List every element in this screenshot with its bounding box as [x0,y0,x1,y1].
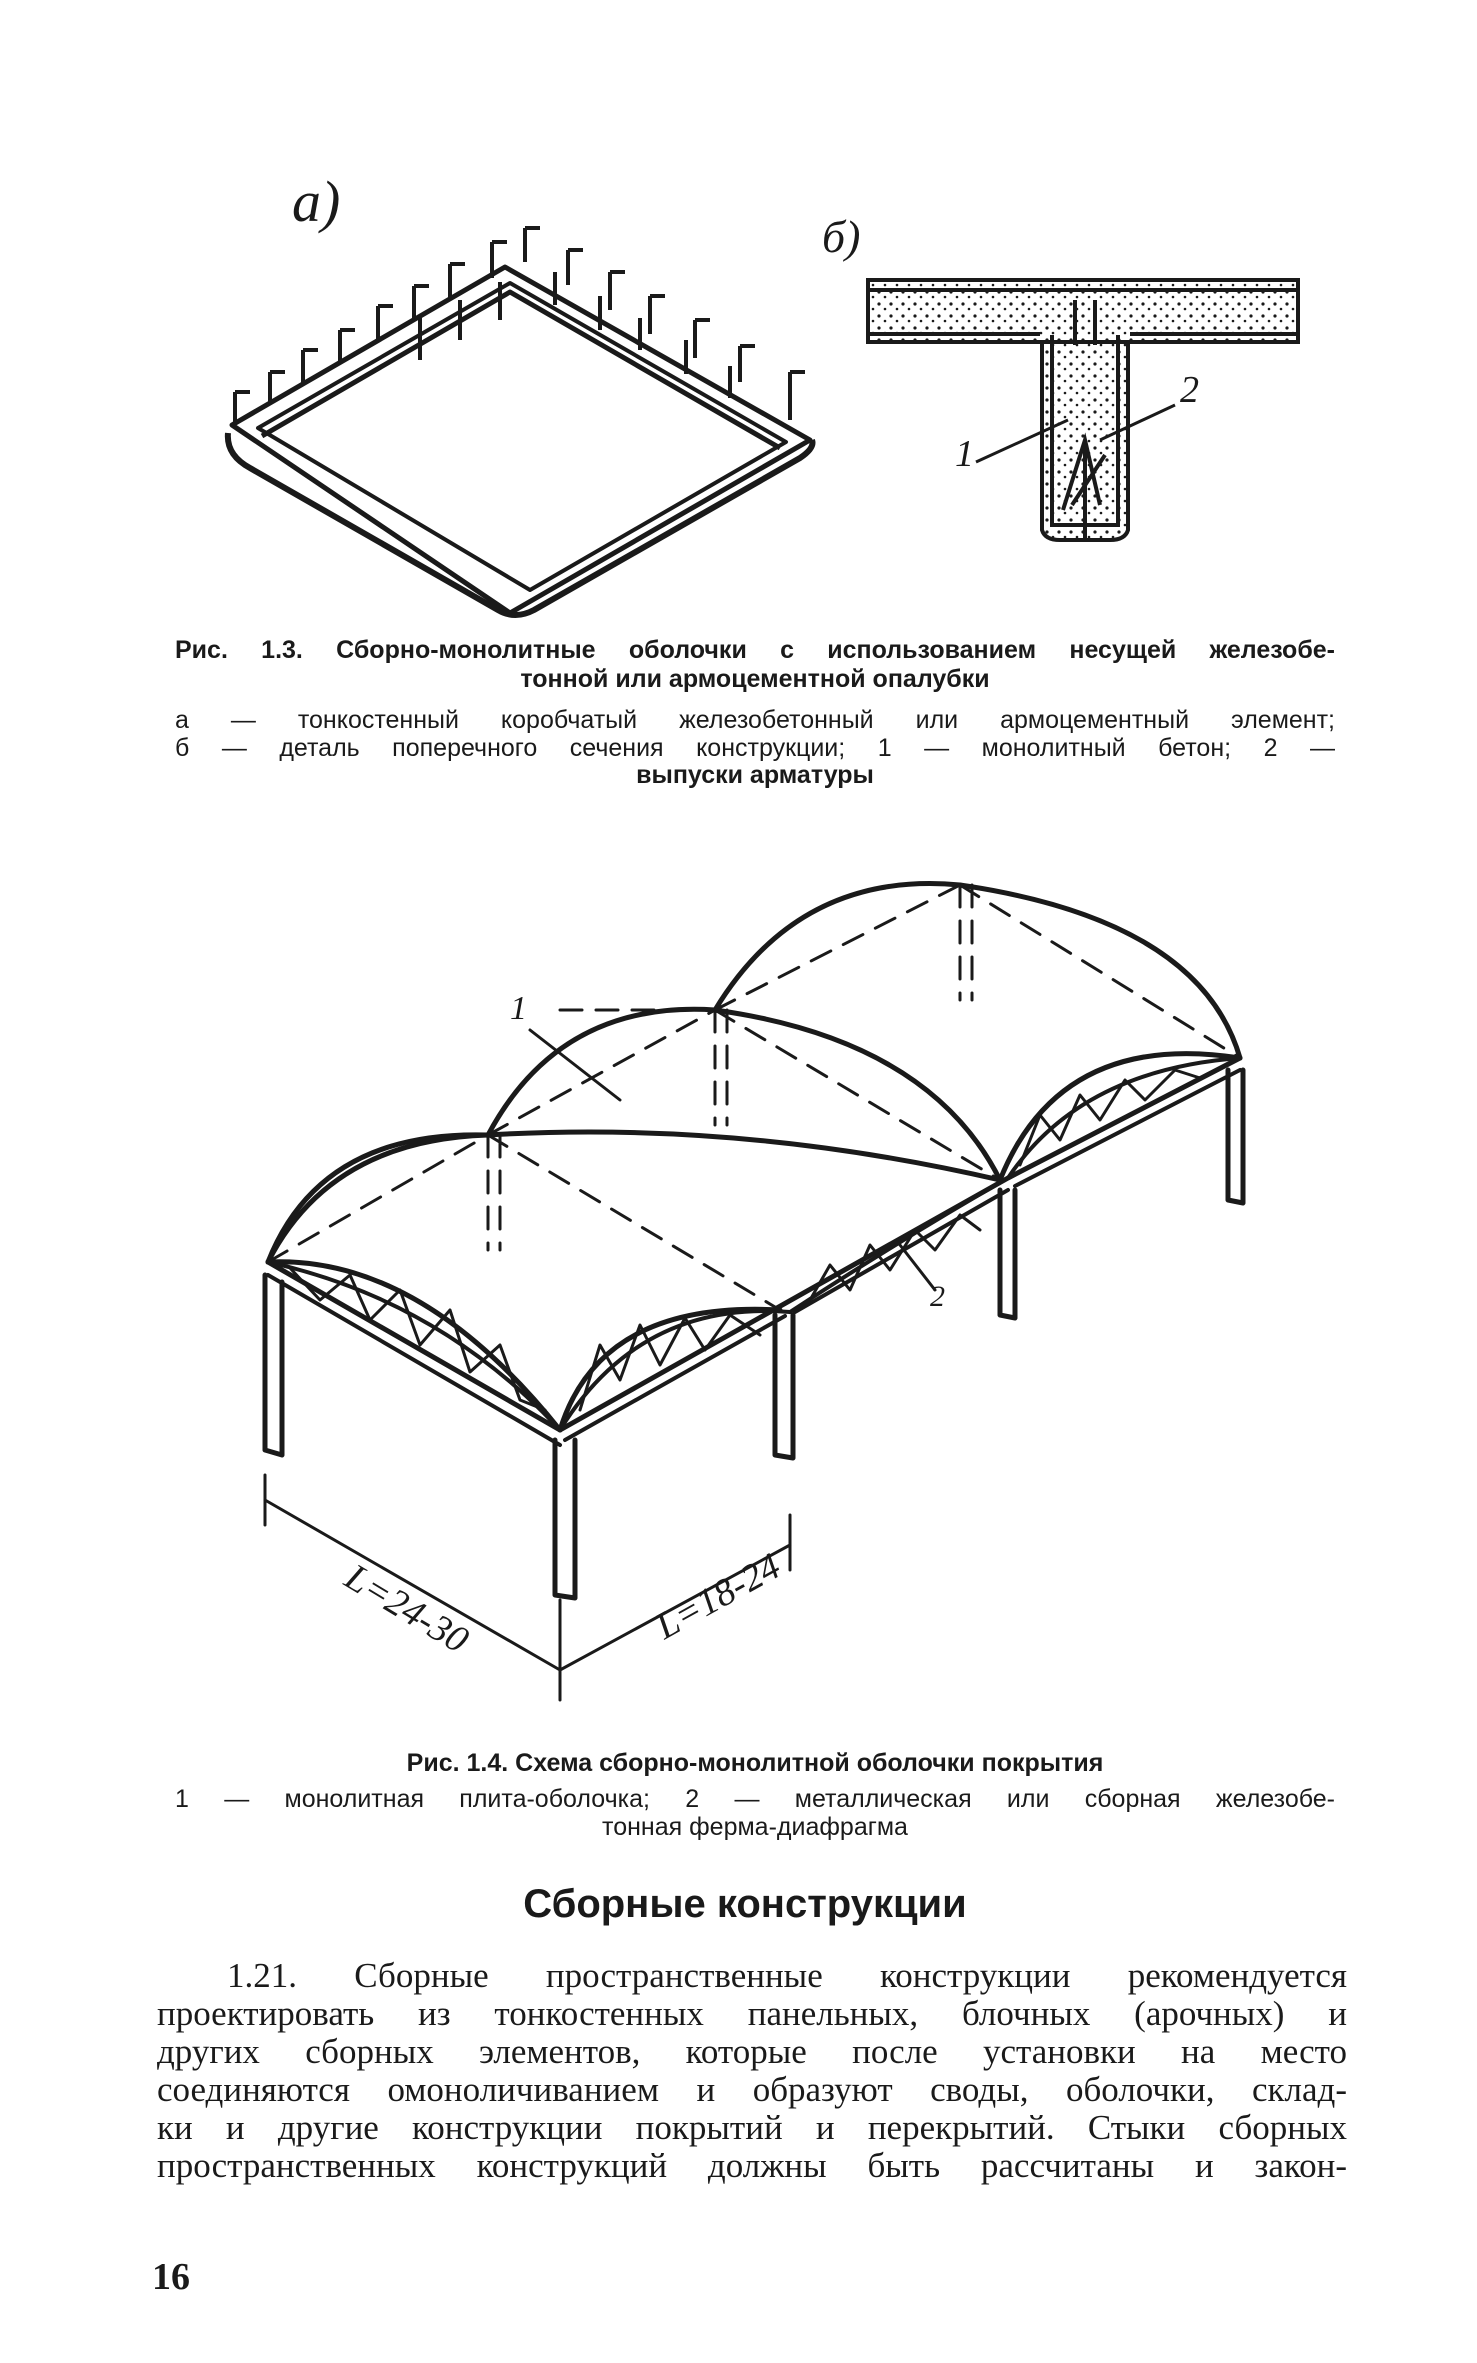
figure-1-3-caption-title-cont: тонной или армоцементной опалубки [520,665,990,693]
callout-1-fig14: 1 [510,990,527,1027]
body-text-line: соединяются омоноличиванием и образуют своды, оболочки, склад- [157,2070,1347,2109]
callout-1-fig13: 1 [955,433,974,475]
dimension-span-L2: L=18-24 [648,1545,788,1648]
dimension-span-L1: L=24-30 [337,1555,476,1662]
figure-1-4-caption-title: Рис. 1.4. Схема сборно-монолитной оболочки покрытия [406,1749,1104,1777]
section-heading: Сборные конструкции [523,1882,967,1926]
figure-1-3-caption-body-3: выпуски арматуры [636,761,874,789]
body-text-line: ки и другие конструкции покрытий и перекрытий. Стыки сборных [157,2108,1347,2147]
figure-1-4-caption-body: 1 — монолитная плита-оболочка; 2 — металлическая или сборная железобе- [175,1785,1335,1813]
body-text-line: проектировать из тонкостенных панельных, блочных (арочных) и [157,1994,1347,2033]
figure-1-3-caption-body-2: б — деталь поперечного сечения конструкции; 1 — монолитный бетон; 2 — [175,734,1335,762]
figure-label-a: а) [292,169,341,234]
body-text-line: 1.21. Сборные пространственные конструкции рекомендуется [227,1956,1347,1995]
callout-2-fig14: 2 [930,1280,945,1313]
figure-1-3-caption-title: Рис. 1.3. Сборно-монолитные оболочки с использованием несущей железобе- [175,636,1335,664]
figure-label-b: б) [822,211,861,262]
body-text-line: других сборных элементов, которые после установки на место [157,2032,1347,2071]
body-text-line: пространственных конструкций должны быть рассчитаны и закон- [157,2146,1347,2185]
page-number: 16 [152,2256,190,2298]
callout-2-fig13: 2 [1180,369,1199,411]
figure-1-4-caption-body-2: тонная ферма-диафрагма [602,1813,908,1841]
section-body [157,1957,1347,2185]
figure-1-3-caption-body: а — тонкостенный коробчатый железобетонный или армоцементный элемент; [175,706,1335,734]
